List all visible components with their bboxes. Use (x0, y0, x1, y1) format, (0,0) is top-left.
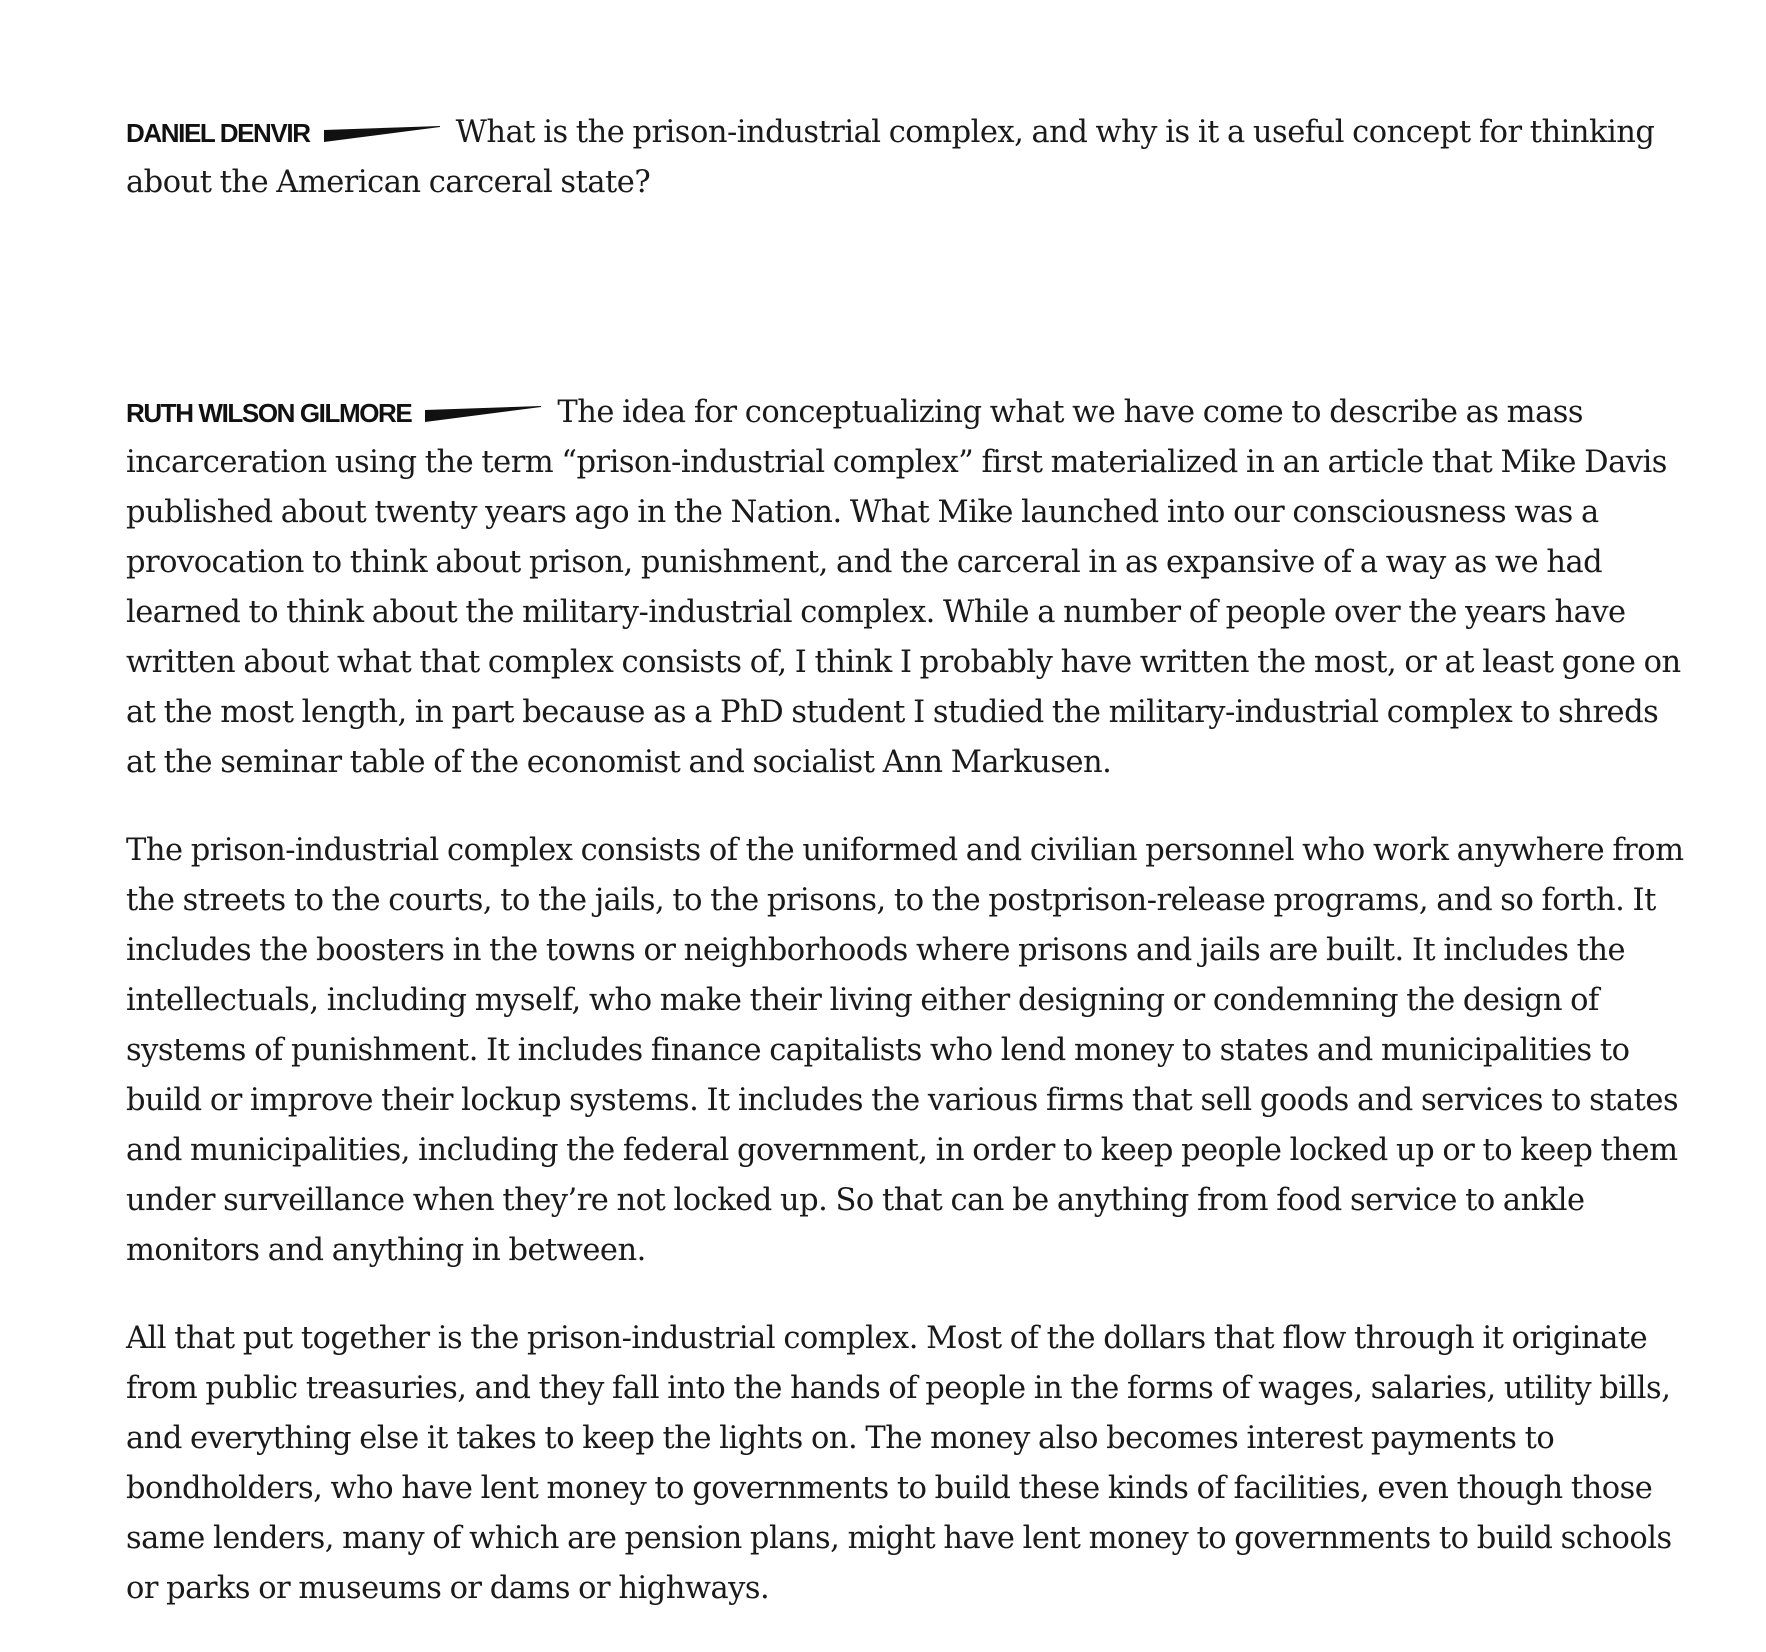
question-paragraph (126, 108, 1686, 208)
answer-block (126, 388, 1686, 1614)
question-text: What is the prison-industrial complex, and why is it a useful concept for thinking about the American carceral state? (126, 115, 1655, 200)
answer-paragraph (126, 388, 1686, 788)
interview-article (126, 108, 1686, 1652)
answer-text: The idea for conceptualizing what we have come to describe as mass incarceration using the term “prison-industrial complex” first materialized in an article that Mike Davis published about twenty years ago in the Nation. What Mike launched into our consciousness was a provocation to think about prison, punishment, and the carceral in as expansive of a way as we had learned to think about the military-industrial complex. While a number of people over the years have written about what that complex consists of, I think I probably have written the most, or at least gone on at the most length, in part because as a PhD student I studied the military-industrial complex to shreds at the seminar table of the economist and socialist Ann Markusen. (126, 395, 1681, 780)
answer-paragraph: All that put together is the prison-industrial complex. Most of the dollars that flow through it originate from public treasuries, and they fall into the hands of people in the forms of wages, salaries, utility bills, and everything else it takes to keep the lights on. The money also becomes interest payments to bondholders, who have lent money to governments to build these kinds of facilities, even though those same lenders, many of which are pension plans, might have lent money to governments to build schools or parks or museums or dams or highways. (126, 1321, 1672, 1606)
speaker-name-interviewee: RUTH WILSON GILMORE (126, 398, 412, 428)
speaker-name-interviewer: DANIEL DENVIR (126, 118, 310, 148)
speaker-wedge-icon (324, 126, 440, 142)
question-block (126, 108, 1686, 208)
answer-paragraph: The prison-industrial complex consists of the uniformed and civilian personnel who work anywhere from the streets to the courts, to the jails, to the prisons, to the postprison-release programs, and so forth. It includes the boosters in the towns or neighborhoods where prisons and jails are built. It includes the intellectuals, including myself, who make their living either designing or condemning the design of systems of punishment. It includes finance capitalists who lend money to states and municipalities to build or improve their lockup systems. It includes the various firms that sell goods and services to states and municipalities, including the federal government, in order to keep people locked up or to keep them under surveillance when they’re not locked up. So that can be anything from food service to ankle monitors and anything in between. (126, 833, 1684, 1268)
speaker-wedge-icon (425, 406, 541, 422)
